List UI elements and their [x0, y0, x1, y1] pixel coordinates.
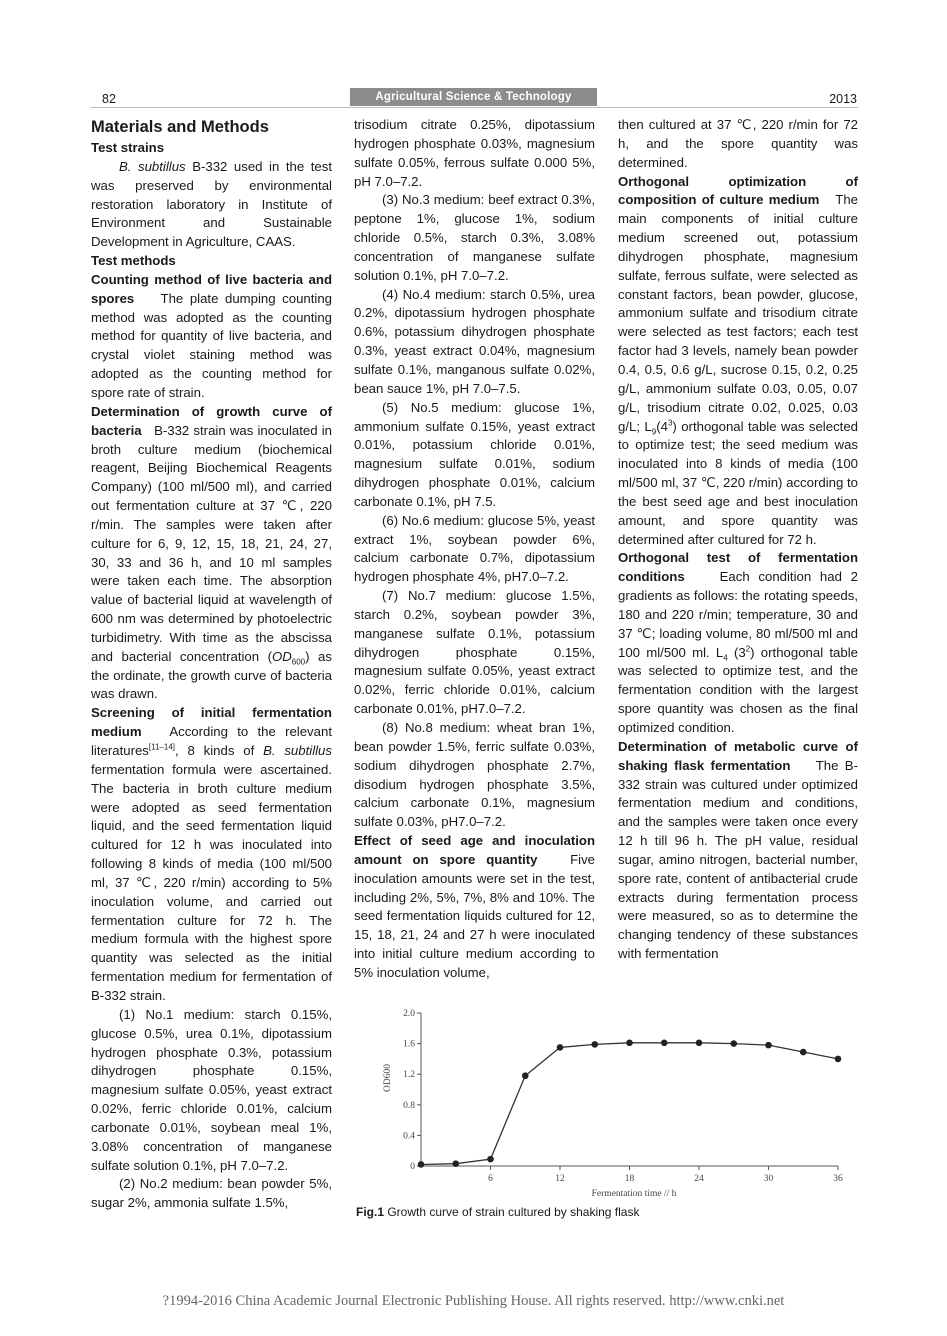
x-tick-label: 30: [763, 1174, 774, 1184]
paragraph-test-strains: B. subtillus B-332 used in the test was preserved by environmental restoration laboratory in Institute of Environment and Sustainable Development in Agriculture, CAAS.: [91, 158, 332, 250]
data-point: [696, 1040, 703, 1047]
x-tick-label: 24: [694, 1174, 704, 1184]
column-1: [91, 116, 332, 1213]
x-tick-label: 36: [833, 1174, 843, 1184]
data-point: [661, 1040, 668, 1047]
paragraph-medium-7: (7) No.7 medium: glucose 1.5%, starch 0.2%, soybean powder 3%, manganese sulfate 0.1%, potassium dihydrogen phosphate 0.15%, magnesium sulfate 0.05%, yeast extract 0.02%, ferric chloride 0.01%, calcium carbonate 0.01%, pH7.0–7.2.: [354, 588, 595, 717]
figure-caption: Fig.1 Growth curve of strain cultured by shaking flask: [356, 1205, 640, 1219]
column-2: [354, 116, 595, 983]
growth-curve-chart: [356, 1006, 856, 1204]
paragraph-seed-cont: then cultured at 37 ℃, 220 r/min for 72 h, and the spore quantity was determined.: [618, 117, 858, 170]
paragraph-medium-3: (3) No.3 medium: beef extract 0.3%, peptone 1%, glucose 1%, sodium chloride 0.5%, starch 0.3%, 3.08% concentration of manganese sulfate solution 0.1%, pH 7.0–7.2.: [354, 192, 595, 283]
header-rule: [90, 107, 858, 108]
x-axis-label: Fermentation time // h: [591, 1189, 677, 1199]
paragraph-counting: Counting method of live bacteria and spores The plate dumping counting method was adopted as the counting method for quantity of live bacteria, and crystal violet staining method was adopted as the counting method for spore rate of strain.: [91, 271, 333, 400]
section-heading: Materials and Methods: [91, 118, 269, 136]
y-tick-label: 1.6: [403, 1039, 415, 1050]
data-point: [765, 1042, 772, 1049]
data-point: [730, 1040, 737, 1047]
paragraph-orthogonal-fermentation: Orthogonal test of fermentation conditions Each condition had 2 gradients as follows: the rotating speeds, 180 and 220 r/min; temperature, 30 and 37 ℃; loading volume, 80 ml/500 ml and 100 ml/500 ml. $L_4$ $(3^2)$ orthogonal table was selected to optimize test, and the fermentation condition with the largest spore quantity was chosen as the final optimized condition.: [618, 550, 858, 735]
data-point: [800, 1049, 807, 1056]
paragraph-metabolic-curve: Determination of metabolic curve of shaking flask fermentation The B-332 strain was cultured under optimized fermentation medium and conditions, and the samples were taken once every 12 h till 96 h. The pH value, residual sugar, amino nitrogen, bacterial number, spore rate, content of antibacterial crude extracts during fermentation process were measured, so as to determine the changing tendency of these substances with fermentation: [618, 738, 858, 962]
x-tick-label: 12: [555, 1174, 565, 1184]
paragraph-medium-2: (2) No.2 medium: bean powder 5%, sugar 2%, ammonia sulfate 1.5%,: [91, 1176, 332, 1211]
data-point: [452, 1160, 459, 1167]
paragraph-medium-1: (1) No.1 medium: starch 0.15%, glucose 0.5%, urea 0.1%, dipotassium hydrogen phosphate 0.3%, potassium dihydrogen phosphate 0.15%, magnesium sulfate 0.05%, yeast extract 0.02%, ferric chloride 0.01%, calcium carbonate 0.01%, soybean meal 1%, 3.08% concentration of manganese sulfate solution 0.1%, pH 7.0–7.2.: [91, 1006, 332, 1173]
y-tick-label: 0: [410, 1162, 415, 1172]
y-tick-label: 0.8: [403, 1100, 415, 1111]
paragraph-medium-6: (6) No.6 medium: glucose 5%, yeast extract 1%, soybean powder 6%, calcium carbonate 0.7%, dipotassium hydrogen phosphate 4%, pH7.0–7.2.: [354, 512, 595, 585]
subheading-test-strains: Test strains: [91, 140, 165, 155]
journal-banner: Agricultural Science & Technology: [350, 88, 597, 106]
paragraph-orthogonal-medium: Orthogonal optimization of composition of culture medium The main components of initial culture medium screened out, potassium dihydrogen phosphate, magnesium sulfate, ferrous sulfate, were selected as constant factors, bean powder, glucose, ammonium sulfate and trisodium citrate were selected as test factors; each test factor had 3 levels, namely bean powder 0.4, 0.5, 0.6 g/L, sucrose 0.15, 0.2, 0.25 g/L, ammonium sulfate 0.03, 0.05, 0.07 g/L, trisodium citrate 0.02, 0.025, 0.03 g/L; $L_9(4^3)$ orthogonal table was selected to optimize test; the seed medium was inoculated into 8 kinds of media (100 ml/500 ml, 37 ℃, 220 r/min) according to the best seed age and best inoculation amount, and spore quantity was determined after cultured for 72 h.: [618, 173, 858, 547]
paragraph-medium-5: (5) No.5 medium: glucose 1%, ammonium sulfate 0.15%, yeast extract 0.01%, potassium chloride 0.01%, magnesium sulfate 0.01%, sodium dihydrogen phosphate 0.01%, calcium carbonate 0.1%, pH 7.5.: [354, 399, 595, 509]
data-point: [418, 1161, 425, 1168]
page-number: 82: [102, 92, 116, 106]
paragraph-medium-8: (8) No.8 medium: wheat bran 1%, bean powder 1.5%, ferric sulfate 0.03%, sodium dihydrogen phosphate 2.7%, disodium hydrogen phosphate 3.5%, calcium carbonate 0.1%, magnesium sulfate 0.03%, pH7.0–7.2.: [354, 720, 595, 830]
data-point: [591, 1041, 598, 1048]
paragraph-screening: Screening of initial fermentation medium According to the relevant literatures[11–14], 8 kinds of B. subtillus fermentation formula were ascertained. The bacteria in broth culture medium were adopted as seed fermentation liquid, and the seed fermentation liquid cultured for 12 h was inoculated into following 8 kinds of media (100 ml/500 ml, 37 ℃, 220 r/min) according to 5% inoculation volume, and carried out fermentation culture for 72 h. The medium formula with the highest spore quantity was selected as the initial fermentation medium for fermentation of B-332 strain.: [91, 705, 332, 1003]
chart-series: [418, 1040, 842, 1168]
paragraph-seed-age: Effect of seed age and inoculation amount on spore quantity Five inoculation amounts were set in the test, including 2%, 5%, 7%, 8% and 10%. The seed fermentation liquids cultured for 12, 15, 18, 21, 24 and 27 h were inoculated into initial culture medium according to 5% inoculation volume,: [354, 833, 595, 980]
y-axis-label: OD600: [383, 1064, 393, 1092]
paragraph-growth-curve: Determination of growth curve of bacteria B-332 strain was inoculated in broth culture medium (biochemical reagent, Beijing Biochemical Reagents Company) (100 ml/500 ml), and carried out fermentation culture at 37 ℃, 220 r/min. The samples were taken after culture for 6, 9, 12, 15, 18, 21, 24, 27, 30, 33 and 36 h, and 10 ml samples were taken each time. The absorption value of bacterial liquid at wavelength of 600 nm was determined by photoelectric turbidimetry. With time as the abscissa and bacterial concentration $(OD_{600})$ as the ordinate, the growth curve of bacteria was drawn.: [91, 403, 332, 702]
copyright-footer: ?1994-2016 China Academic Journal Electronic Publishing House. All rights reserved. http://www.cnki.net: [162, 1293, 785, 1309]
y-tick-label: 2.0: [403, 1009, 415, 1019]
x-tick-label: 6: [488, 1174, 493, 1184]
paragraph-medium-4: (4) No.4 medium: starch 0.5%, urea 0.2%, dipotassium hydrogen phosphate 0.6%, potassium dihydrogen phosphate 0.3%, yeast extract 0.04%, magnesium sulfate 0.1%, manganous sulfate 0.02%, bean sauce 1%, pH 7.0–7.5.: [354, 286, 595, 396]
chart-ticks: [403, 1009, 843, 1184]
chart-axes: [421, 1013, 838, 1166]
data-point: [487, 1156, 494, 1163]
paragraph-medium-2-cont: trisodium citrate 0.25%, dipotassium hydrogen phosphate 0.03%, magnesium sulfate 0.05%, ferrous sulfate 0.000 5%, pH 7.0–7.2.: [354, 117, 595, 189]
data-point: [626, 1040, 633, 1047]
subheading-test-methods: Test methods: [91, 253, 176, 269]
data-point: [522, 1072, 529, 1079]
series-line: [421, 1043, 838, 1165]
x-tick-label: 18: [624, 1174, 635, 1184]
y-tick-label: 1.2: [403, 1070, 415, 1081]
year: 2013: [829, 92, 857, 106]
data-point: [835, 1056, 842, 1063]
column-3: [618, 116, 858, 964]
species-name: B. subtillus: [119, 158, 186, 174]
data-point: [557, 1044, 564, 1051]
y-tick-label: 0.4: [403, 1131, 415, 1142]
